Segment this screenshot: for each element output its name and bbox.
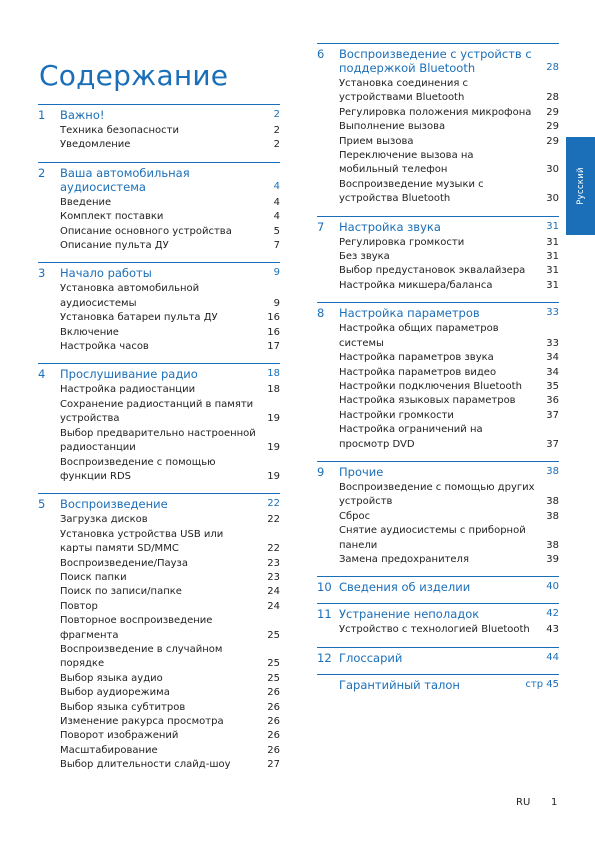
toc-entry-page: 29 [546, 106, 559, 118]
toc-entry-label: Регулировка положения микрофона [339, 106, 532, 118]
toc-entry-page: 16 [267, 326, 280, 338]
toc-section-number: 6 [317, 47, 325, 61]
toc-entry-page: 22 [267, 543, 280, 555]
toc-entry[interactable] [317, 623, 559, 637]
toc-entry-label: Установка батареи пульта ДУ [60, 312, 218, 324]
toc-entry[interactable] [317, 322, 559, 351]
toc-entry-page: 9 [273, 297, 280, 309]
toc-entry[interactable] [38, 528, 280, 557]
toc-section-page: стр 45 [525, 678, 559, 690]
toc-section-title: Сведения об изделии [339, 580, 471, 595]
toc-entry-label: Переключение вызова на мобильный телефон [339, 150, 474, 176]
toc-entry[interactable] [317, 481, 559, 510]
toc-entry-label: Установка автомобильной аудиосистемы [60, 283, 200, 309]
toc-entry-page: 37 [546, 409, 559, 421]
toc-entry[interactable] [317, 510, 559, 524]
toc-section-title: Воспроизведение [60, 497, 168, 512]
toc-entry-label: Выбор языка аудио [60, 672, 163, 684]
toc-entry-label: Комплект поставки [60, 211, 164, 223]
toc-section-page: 42 [546, 608, 559, 620]
toc-entry[interactable] [317, 351, 559, 365]
toc-entry-label: Воспроизведение музыки с устройства Bluetooth [339, 178, 484, 205]
toc-entry-label: Воспроизведение/Пауза [60, 557, 188, 569]
toc-section-number: 10 [317, 580, 332, 595]
toc-section-page: 18 [267, 368, 280, 380]
toc-entry-label: Без звука [339, 251, 390, 263]
toc-section [38, 493, 280, 772]
toc-entry-label: Уведомление [60, 139, 131, 151]
toc-entry[interactable] [317, 380, 559, 394]
toc-entry-label: Воспроизведение в случайном порядке [60, 643, 223, 670]
toc-section [317, 647, 559, 665]
toc-entry-page: 26 [267, 687, 280, 699]
toc-entry-page: 19 [267, 442, 280, 454]
toc-entry[interactable] [38, 758, 280, 772]
page-title: Содержание [39, 58, 229, 92]
toc-entry[interactable] [317, 524, 559, 553]
toc-entry-page: 29 [546, 135, 559, 147]
toc-entry-page: 4 [273, 211, 280, 223]
toc-section [38, 162, 280, 254]
toc-entry-label: Настройка часов [60, 341, 149, 353]
toc-section [317, 603, 559, 637]
toc-entry-page: 38 [546, 496, 559, 508]
toc-section-heading[interactable] [38, 108, 280, 122]
toc-entry-label: Устройство с технологией Bluetooth [339, 624, 530, 636]
toc-entry-label: Выбор длительности слайд-шоу [60, 759, 231, 771]
toc-section-number: 8 [317, 306, 325, 321]
toc-entry-page: 30 [546, 164, 559, 176]
toc-left-column [38, 104, 280, 782]
toc-section-heading[interactable] [38, 266, 280, 280]
toc-section [317, 43, 559, 207]
toc-section-heading[interactable] [317, 47, 559, 75]
toc-entry-page: 35 [546, 380, 559, 392]
toc-entry-label: Прием вызова [339, 135, 414, 147]
toc-section-number: 3 [38, 266, 46, 281]
toc-entry[interactable] [38, 557, 280, 571]
toc-entry-page: 31 [546, 279, 559, 291]
toc-entry-page: 24 [267, 586, 280, 598]
toc-entry[interactable] [317, 394, 559, 408]
toc-entry-page: 38 [546, 539, 559, 551]
toc-entry-label: Настройки подключения Bluetooth [339, 380, 522, 392]
toc-entry-page: 19 [267, 413, 280, 425]
footer-language: RU [516, 797, 531, 808]
toc-entry-page: 31 [546, 251, 559, 263]
toc-entry-label: Регулировка громкости [339, 236, 465, 248]
toc-entry[interactable] [38, 729, 280, 743]
toc-entry[interactable] [38, 614, 280, 643]
toc-entry[interactable] [38, 196, 280, 210]
toc-entry[interactable] [38, 715, 280, 729]
toc-entry-page: 28 [546, 92, 559, 104]
toc-entry-page: 22 [267, 514, 280, 526]
toc-entry[interactable] [38, 210, 280, 224]
toc-entry-label: Выполнение вызова [339, 121, 446, 133]
toc-section-number: 4 [38, 367, 46, 382]
toc-entry-label: Включение [60, 326, 119, 338]
toc-section-title: Прослушивание радио [60, 367, 198, 382]
toc-section-title: Важно! [60, 108, 105, 122]
toc-entry-page: 26 [267, 744, 280, 756]
toc-entry[interactable] [317, 423, 559, 452]
toc-entry-label: Сохранение радиостанций в памяти устройства [60, 398, 254, 425]
toc-entry[interactable] [38, 643, 280, 672]
toc-entry-page: 26 [267, 716, 280, 727]
toc-entry-label: Снятие аудиосистемы с приборной панели [339, 525, 526, 551]
toc-entry-label: Описание пульта ДУ [60, 240, 169, 252]
toc-entry[interactable] [38, 138, 280, 152]
toc-entry-page: 39 [546, 553, 559, 565]
toc-section-number: 2 [38, 165, 46, 180]
toc-entry-label: Настройка языковых параметров [339, 395, 516, 407]
toc-entry[interactable] [38, 585, 280, 599]
toc-entry[interactable] [317, 250, 559, 264]
toc-section-title: Настройка параметров [339, 306, 480, 321]
toc-section-number: 5 [38, 497, 46, 512]
toc-section-page: 2 [273, 109, 280, 120]
toc-section-heading[interactable] [317, 580, 559, 594]
language-side-tab-label: Русский [575, 167, 586, 205]
toc-entry-page: 23 [267, 571, 280, 583]
toc-entry-page: 27 [267, 759, 280, 771]
toc-entry-page: 2 [273, 139, 280, 151]
toc-entry-label: Настройки громкости [339, 409, 454, 421]
toc-entry-page: 18 [267, 384, 280, 396]
toc-right-column [317, 43, 559, 701]
toc-entry-label: Поиск папки [60, 571, 127, 583]
footer-page-number: 1 [551, 797, 558, 808]
toc-entry[interactable] [38, 326, 280, 340]
toc-entry-label: Замена предохранителя [339, 553, 469, 565]
toc-entry-page: 29 [546, 121, 559, 133]
toc-section-page: 9 [273, 267, 280, 279]
toc-entry[interactable] [38, 239, 280, 253]
toc-section-page: 38 [546, 465, 559, 477]
toc-section-title: Глоссарий [339, 650, 403, 665]
toc-entry[interactable] [38, 124, 280, 138]
toc-section-heading[interactable] [317, 306, 559, 320]
toc-entry-page: 30 [546, 193, 559, 205]
toc-section-heading[interactable] [38, 166, 280, 194]
toc-section [317, 461, 559, 567]
toc-entry[interactable] [38, 225, 280, 239]
toc-entry-label: Воспроизведение с помощью функции RDS [60, 456, 216, 482]
toc-entry-label: Выбор аудиорежима [60, 687, 170, 699]
toc-entry-page: 31 [546, 265, 559, 277]
toc-section-page: 22 [267, 498, 280, 510]
toc-entry-page: 16 [267, 312, 280, 324]
toc-section [317, 216, 559, 294]
toc-entry[interactable] [38, 686, 280, 700]
toc-entry-page: 25 [267, 658, 280, 670]
toc-entry-page: 26 [267, 730, 280, 742]
toc-section-heading[interactable] [317, 607, 559, 621]
toc-entry-label: Настройка ограничений на просмотр DVD [339, 424, 483, 450]
toc-section-title: Настройка звука [339, 219, 441, 234]
toc-entry-label: Повторное воспроизведение фрагмента [60, 615, 213, 641]
toc-entry-label: Сброс [339, 510, 371, 522]
toc-entry-page: 31 [546, 236, 559, 248]
toc-section-page: 44 [546, 651, 559, 663]
toc-section [38, 262, 280, 354]
toc-entry[interactable] [38, 456, 280, 485]
toc-entry-label: Поиск по записи/папке [60, 586, 182, 598]
toc-section-number: 1 [38, 108, 46, 122]
toc-entry-label: Выбор языка субтитров [60, 701, 186, 713]
toc-section-number: 7 [317, 219, 325, 234]
toc-section [317, 674, 559, 692]
toc-entry[interactable] [317, 135, 559, 149]
toc-section-page: 33 [546, 307, 559, 319]
toc-entry-page: 26 [267, 701, 280, 713]
toc-entry[interactable] [38, 513, 280, 527]
toc-section-page: 31 [546, 220, 559, 232]
toc-entry[interactable] [38, 744, 280, 758]
toc-entry[interactable] [317, 178, 559, 207]
toc-entry-page: 33 [546, 337, 559, 349]
toc-entry-page: 4 [273, 196, 280, 208]
toc-entry[interactable] [317, 236, 559, 250]
toc-entry-page: 43 [546, 624, 559, 636]
toc-entry[interactable] [38, 398, 280, 427]
toc-entry-page: 24 [267, 600, 280, 612]
toc-entry-label: Повтор [60, 600, 98, 612]
toc-entry-label: Выбор предварительно настроенной радиостанции [60, 427, 256, 454]
toc-section-page: 40 [546, 581, 559, 593]
toc-entry-page: 37 [546, 438, 559, 450]
toc-entry[interactable] [317, 77, 559, 106]
toc-entry[interactable] [317, 106, 559, 120]
toc-entry-page: 34 [546, 352, 559, 364]
toc-entry[interactable] [317, 366, 559, 380]
toc-entry[interactable] [38, 311, 280, 325]
toc-entry-page: 17 [267, 341, 280, 353]
toc-section-heading[interactable] [38, 497, 280, 511]
toc-entry[interactable] [38, 672, 280, 686]
toc-section [38, 104, 280, 153]
toc-entry-label: Описание основного устройства [60, 225, 232, 237]
toc-section-number: 11 [317, 607, 332, 622]
toc-entry-label: Установка устройства USB или карты памяти SD/MMC [60, 528, 224, 555]
toc-section-heading[interactable] [317, 678, 559, 692]
toc-entry-page: 2 [273, 125, 280, 136]
toc-entry[interactable] [38, 427, 280, 456]
toc-entry[interactable] [38, 600, 280, 614]
toc-entry[interactable] [38, 571, 280, 585]
toc-entry-label: Изменение ракурса просмотра [60, 716, 224, 727]
toc-entry-label: Настройка параметров звука [339, 352, 494, 364]
toc-section-page: 4 [273, 180, 280, 192]
toc-entry[interactable] [38, 340, 280, 354]
language-side-tab [566, 137, 595, 235]
toc-entry[interactable] [317, 279, 559, 293]
toc-entry-page: 36 [546, 395, 559, 407]
toc-entry-label: Выбор предустановок эквалайзера [339, 265, 526, 277]
toc-entry-page: 5 [273, 225, 280, 237]
toc-entry-page: 19 [267, 470, 280, 482]
toc-entry-page: 23 [267, 557, 280, 569]
toc-section-title: Устранение неполадок [339, 607, 480, 622]
toc-entry-label: Загрузка дисков [60, 514, 148, 526]
toc-entry[interactable] [317, 264, 559, 278]
toc-entry-label: Настройка параметров видео [339, 366, 497, 378]
toc-entry-label: Введение [60, 196, 112, 208]
toc-section-heading[interactable] [38, 367, 280, 381]
toc-entry[interactable] [317, 553, 559, 567]
toc-section-title: Ваша автомобильная аудиосистема [60, 165, 190, 194]
toc-entry-page: 7 [273, 240, 280, 252]
toc-entry-label: Техника безопасности [60, 125, 179, 136]
toc-entry[interactable] [38, 282, 280, 311]
toc-entry-page: 34 [546, 366, 559, 378]
toc-section [38, 363, 280, 484]
toc-entry-page: 38 [546, 510, 559, 522]
toc-entry-page: 25 [267, 672, 280, 684]
toc-section-title: Прочие [339, 464, 384, 479]
toc-entry-label: Масштабирование [60, 744, 158, 756]
toc-section-page: 28 [546, 62, 559, 73]
toc-section-number: 12 [317, 650, 332, 665]
toc-entry-label: Поворот изображений [60, 730, 179, 742]
toc-section-heading[interactable] [317, 220, 559, 234]
toc-entry-label: Установка соединения с устройствами Bluetooth [339, 78, 469, 104]
toc-section-heading[interactable] [317, 465, 559, 479]
toc-section [317, 302, 559, 452]
toc-entry[interactable] [38, 701, 280, 715]
toc-section-title: Воспроизведение с устройств с поддержкой Bluetooth [339, 47, 532, 75]
toc-section [317, 576, 559, 594]
toc-section-number: 9 [317, 464, 325, 479]
toc-entry[interactable] [317, 120, 559, 134]
toc-section-heading[interactable] [317, 651, 559, 665]
toc-entry-label: Настройка радиостанции [60, 384, 196, 396]
toc-entry-label: Воспроизведение с помощью других устройств [339, 481, 535, 508]
toc-entry[interactable] [38, 383, 280, 397]
toc-entry-label: Настройка микшера/баланса [339, 279, 493, 291]
toc-section-title: Начало работы [60, 266, 152, 281]
toc-entry-page: 25 [267, 629, 280, 641]
toc-section-title: Гарантийный талон [339, 677, 460, 692]
toc-entry-label: Настройка общих параметров системы [339, 323, 499, 349]
toc-entry[interactable] [317, 149, 559, 178]
toc-entry[interactable] [317, 409, 559, 423]
